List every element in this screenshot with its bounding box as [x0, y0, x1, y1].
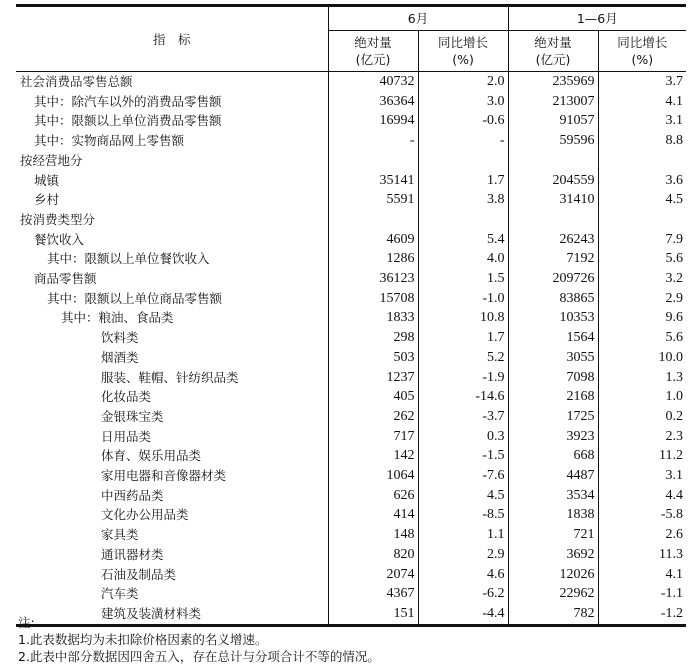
indicator-header: 指 标	[16, 6, 328, 72]
table-row	[16, 446, 686, 466]
yoy-label: 同比增长	[438, 35, 489, 50]
ytd-yoy-cell	[598, 210, 686, 230]
ytd-yoy-cell: 3.2	[598, 269, 686, 289]
june-absolute-cell: 1833	[328, 308, 418, 328]
header-row-periods	[16, 6, 686, 31]
june-absolute-cell: 1064	[328, 466, 418, 486]
row-label: 饮料类	[101, 330, 139, 346]
june-yoy-cell: 4.0	[418, 249, 508, 269]
june-absolute-cell: 36123	[328, 269, 418, 289]
ytd-yoy-cell: 4.1	[598, 565, 686, 585]
ytd-yoy-cell: 0.2	[598, 407, 686, 427]
ytd-absolute-cell: 1564	[508, 328, 598, 348]
june-absolute-cell: 16994	[328, 111, 418, 131]
row-label: 文化办公用品类	[101, 507, 189, 523]
ytd-yoy-cell: 4.4	[598, 486, 686, 506]
june-absolute-cell: 35141	[328, 171, 418, 191]
abs-header	[508, 31, 598, 72]
ytd-yoy-cell: 4.1	[598, 92, 686, 112]
june-yoy-cell: -4.4	[418, 604, 508, 625]
ytd-absolute-cell: 26243	[508, 230, 598, 250]
table-row	[16, 72, 686, 92]
june-yoy-cell	[418, 151, 508, 171]
row-label: 烟酒类	[101, 349, 139, 365]
june-absolute-cell: 36364	[328, 92, 418, 112]
ytd-absolute-cell: 204559	[508, 171, 598, 191]
table-row	[16, 289, 686, 309]
period-jan-june-header: 1—6月	[508, 6, 686, 31]
abs-header	[328, 31, 418, 72]
abs-unit: (亿元)	[355, 52, 391, 67]
june-yoy-cell: 1.1	[418, 525, 508, 545]
june-absolute-cell: 717	[328, 427, 418, 447]
ytd-absolute-cell	[508, 151, 598, 171]
ytd-yoy-cell: 4.5	[598, 190, 686, 210]
abs-label: 绝对量	[534, 35, 572, 50]
ytd-absolute-cell: 83865	[508, 289, 598, 309]
june-absolute-cell: 142	[328, 446, 418, 466]
table-row	[16, 427, 686, 447]
ytd-absolute-cell: 3923	[508, 427, 598, 447]
notes-title: 注:	[18, 615, 35, 630]
ytd-absolute-cell: 213007	[508, 92, 598, 112]
june-absolute-cell: 4609	[328, 230, 418, 250]
notes	[18, 614, 380, 665]
ytd-absolute-cell: 721	[508, 525, 598, 545]
june-absolute-cell: 298	[328, 328, 418, 348]
table-row	[16, 131, 686, 151]
ytd-yoy-cell: -5.8	[598, 505, 686, 525]
ytd-yoy-cell: 5.6	[598, 328, 686, 348]
ytd-yoy-cell: 8.8	[598, 131, 686, 151]
ytd-absolute-cell: 235969	[508, 72, 598, 92]
row-label: 建筑及装潢材料类	[16, 604, 328, 625]
table-row	[16, 171, 686, 191]
june-yoy-cell: 2.0	[418, 72, 508, 92]
table-row	[16, 230, 686, 250]
row-label: 家具类	[101, 527, 139, 543]
june-absolute-cell: 15708	[328, 289, 418, 309]
table-row	[16, 111, 686, 131]
june-absolute-cell: 1237	[328, 368, 418, 388]
ytd-absolute-cell: 91057	[508, 111, 598, 131]
yoy-label: 同比增长	[617, 35, 668, 50]
row-label: 家用电器和音像器材类	[101, 468, 227, 484]
june-yoy-cell: 4.6	[418, 565, 508, 585]
row-label: 城镇	[34, 172, 60, 188]
june-yoy-cell: 10.8	[418, 308, 508, 328]
table-body	[16, 72, 686, 626]
table-row	[16, 151, 686, 171]
ytd-absolute-cell: 22962	[508, 584, 598, 604]
ytd-absolute-cell: 3534	[508, 486, 598, 506]
table-row	[16, 466, 686, 486]
ytd-absolute-cell: 3692	[508, 545, 598, 565]
table-row	[16, 269, 686, 289]
abs-unit: (亿元)	[535, 52, 571, 67]
june-yoy-cell: 1.7	[418, 328, 508, 348]
june-yoy-cell: 5.4	[418, 230, 508, 250]
ytd-yoy-cell: 2.3	[598, 427, 686, 447]
june-yoy-cell: 4.5	[418, 486, 508, 506]
ytd-yoy-cell	[598, 151, 686, 171]
ytd-absolute-cell: 31410	[508, 190, 598, 210]
ytd-absolute-cell: 1725	[508, 407, 598, 427]
june-absolute-cell: 414	[328, 505, 418, 525]
row-label: 石油及制品类	[101, 566, 177, 582]
ytd-yoy-cell: 2.9	[598, 289, 686, 309]
ytd-absolute-cell: 782	[508, 604, 598, 625]
ytd-yoy-cell: -1.1	[598, 584, 686, 604]
june-absolute-cell: 148	[328, 525, 418, 545]
june-yoy-cell: 0.3	[418, 427, 508, 447]
row-label: 按经营地分	[20, 152, 83, 168]
june-yoy-cell: -	[418, 131, 508, 151]
ytd-absolute-cell: 3055	[508, 348, 598, 368]
row-label: 餐饮收入	[34, 231, 85, 247]
ytd-yoy-cell: -1.2	[598, 604, 686, 625]
june-yoy-cell: 2.9	[418, 545, 508, 565]
row-label: 其中：限额以上单位餐饮收入	[47, 251, 210, 267]
june-yoy-cell: 1.7	[418, 171, 508, 191]
ytd-yoy-cell: 3.1	[598, 466, 686, 486]
table-row	[16, 92, 686, 112]
ytd-absolute-cell: 12026	[508, 565, 598, 585]
row-label: 商品零售额	[34, 271, 97, 287]
june-absolute-cell: 5591	[328, 190, 418, 210]
ytd-yoy-cell: 3.6	[598, 171, 686, 191]
table-row	[16, 190, 686, 210]
table-row	[16, 249, 686, 269]
note-1: 1.此表数据均为未扣除价格因素的名义增速。	[18, 632, 268, 647]
table-row	[16, 368, 686, 388]
june-absolute-cell: 40732	[328, 72, 418, 92]
june-absolute-cell: 262	[328, 407, 418, 427]
june-absolute-cell: 4367	[328, 584, 418, 604]
table-row	[16, 308, 686, 328]
row-label: 其中：粮油、食品类	[61, 310, 174, 326]
june-absolute-cell: 151	[328, 604, 418, 625]
table-row	[16, 486, 686, 506]
june-yoy-cell: -7.6	[418, 466, 508, 486]
yoy-header	[418, 31, 508, 72]
june-yoy-cell: -14.6	[418, 387, 508, 407]
table-row	[16, 348, 686, 368]
ytd-yoy-cell: 1.0	[598, 387, 686, 407]
row-label: 其中：限额以上单位消费品零售额	[34, 113, 222, 129]
row-label: 体育、娱乐用品类	[101, 448, 202, 464]
table-row	[16, 407, 686, 427]
june-absolute-cell: 820	[328, 545, 418, 565]
june-yoy-cell: -1.5	[418, 446, 508, 466]
ytd-absolute-cell: 2168	[508, 387, 598, 407]
june-absolute-cell: 626	[328, 486, 418, 506]
ytd-absolute-cell: 1838	[508, 505, 598, 525]
june-yoy-cell: -6.2	[418, 584, 508, 604]
table-row	[16, 525, 686, 545]
row-label: 其中：实物商品网上零售额	[34, 133, 185, 149]
ytd-yoy-cell: 7.9	[598, 230, 686, 250]
june-absolute-cell: -	[328, 131, 418, 151]
ytd-absolute-cell	[508, 210, 598, 230]
row-label: 中西药品类	[101, 487, 164, 503]
ytd-yoy-cell: 3.1	[598, 111, 686, 131]
period-june-header: 6月	[328, 6, 508, 31]
table-row	[16, 545, 686, 565]
row-label: 社会消费品零售总额	[20, 74, 133, 89]
ytd-absolute-cell: 668	[508, 446, 598, 466]
yoy-header	[598, 31, 686, 72]
ytd-absolute-cell: 7192	[508, 249, 598, 269]
ytd-yoy-cell: 2.6	[598, 525, 686, 545]
ytd-yoy-cell: 11.2	[598, 446, 686, 466]
june-yoy-cell: -3.7	[418, 407, 508, 427]
june-absolute-cell	[328, 210, 418, 230]
june-yoy-cell: 3.0	[418, 92, 508, 112]
june-yoy-cell: -0.6	[418, 111, 508, 131]
table-row	[16, 387, 686, 407]
june-yoy-cell: 3.8	[418, 190, 508, 210]
table-row	[16, 565, 686, 585]
row-label: 其中：限额以上单位商品零售额	[47, 290, 223, 306]
june-absolute-cell	[328, 151, 418, 171]
ytd-absolute-cell: 209726	[508, 269, 598, 289]
row-label: 其中：除汽车以外的消费品零售额	[34, 93, 222, 109]
retail-sales-table-container	[16, 4, 686, 627]
retail-sales-table	[16, 4, 686, 627]
yoy-unit: (%)	[452, 52, 474, 67]
row-label: 乡村	[34, 192, 60, 208]
table-row	[16, 328, 686, 348]
row-label: 服装、鞋帽、针纺织品类	[101, 369, 239, 385]
row-label: 汽车类	[101, 586, 139, 602]
june-yoy-cell: 1.5	[418, 269, 508, 289]
june-yoy-cell: -8.5	[418, 505, 508, 525]
ytd-absolute-cell: 10353	[508, 308, 598, 328]
note-2: 2.此表中部分数据因四舍五入，存在总计与分项合计不等的情况。	[18, 649, 380, 664]
june-absolute-cell: 2074	[328, 565, 418, 585]
table-row	[16, 505, 686, 525]
ytd-yoy-cell: 10.0	[598, 348, 686, 368]
table-row	[16, 584, 686, 604]
june-yoy-cell: -1.9	[418, 368, 508, 388]
abs-label: 绝对量	[354, 35, 392, 50]
ytd-yoy-cell: 1.3	[598, 368, 686, 388]
ytd-yoy-cell: 3.7	[598, 72, 686, 92]
june-yoy-cell	[418, 210, 508, 230]
june-absolute-cell: 1286	[328, 249, 418, 269]
table-row	[16, 210, 686, 230]
ytd-absolute-cell: 7098	[508, 368, 598, 388]
ytd-absolute-cell: 59596	[508, 131, 598, 151]
june-yoy-cell: -1.0	[418, 289, 508, 309]
row-label: 按消费类型分	[20, 211, 96, 227]
june-yoy-cell: 5.2	[418, 348, 508, 368]
ytd-absolute-cell: 4487	[508, 466, 598, 486]
june-absolute-cell: 405	[328, 387, 418, 407]
june-absolute-cell: 503	[328, 348, 418, 368]
ytd-yoy-cell: 9.6	[598, 308, 686, 328]
row-label: 通讯器材类	[101, 546, 164, 562]
row-label: 化妆品类	[101, 389, 152, 405]
yoy-unit: (%)	[631, 52, 654, 67]
row-label: 日用品类	[101, 428, 152, 444]
ytd-yoy-cell: 5.6	[598, 249, 686, 269]
ytd-yoy-cell: 11.3	[598, 545, 686, 565]
row-label: 金银珠宝类	[101, 408, 164, 424]
